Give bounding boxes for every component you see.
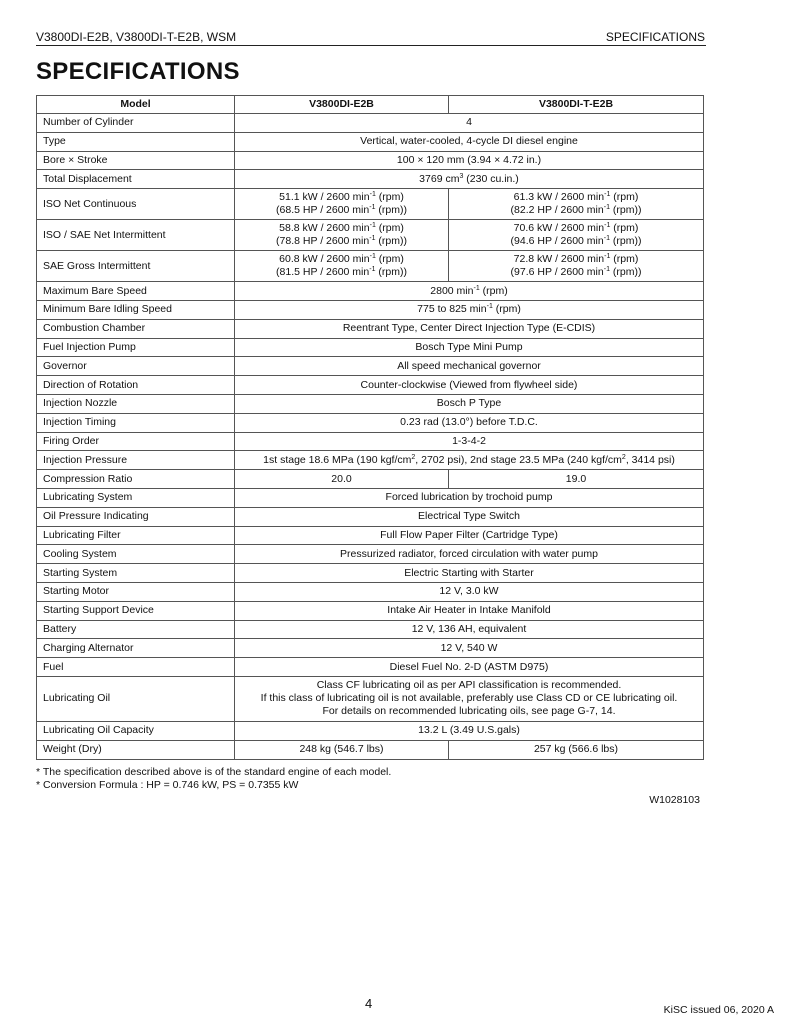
column-header-v3800di-t-e2b: V3800DI-T-E2B (449, 96, 704, 114)
row-label: Starting System (37, 564, 235, 583)
row-label: Charging Alternator (37, 639, 235, 658)
row-label: Compression Ratio (37, 470, 235, 489)
table-row (37, 507, 704, 526)
row-value: 12 V, 3.0 kW (235, 582, 704, 601)
row-value-t-e2b: 257 kg (566.6 lbs) (449, 740, 704, 759)
row-label: Weight (Dry) (37, 740, 235, 759)
table-row (37, 451, 704, 470)
footnotes (36, 766, 391, 792)
row-value: 775 to 825 $\min^{-1} (rpm)$ (235, 300, 704, 319)
table-row (37, 564, 704, 583)
row-value-e2b: 248 kg (546.7 lbs) (235, 740, 449, 759)
table-row (37, 620, 704, 639)
row-label: ISO Net Continuous (37, 189, 235, 220)
row-label: Fuel (37, 658, 235, 677)
column-header-model: Model (37, 96, 235, 114)
table-row (37, 189, 704, 220)
table-row (37, 220, 704, 251)
row-value: Pressurized radiator, forced circulation with water pump (235, 545, 704, 564)
table-row (37, 376, 704, 395)
table-row (37, 432, 704, 451)
row-value: Bosch P Type (235, 394, 704, 413)
table-row (37, 658, 704, 677)
table-row (37, 170, 704, 189)
row-label: Lubricating System (37, 488, 235, 507)
row-value: 4 (235, 114, 704, 133)
column-header-v3800di-e2b: V3800DI-E2B (235, 96, 449, 114)
row-value: All speed mechanical governor (235, 357, 704, 376)
row-value: Electric Starting with Starter (235, 564, 704, 583)
table-row (37, 413, 704, 432)
table-row (37, 601, 704, 620)
table-row (37, 740, 704, 759)
table-row (37, 338, 704, 357)
row-value: 2800 $\min^{-1} (rpm)$ (235, 282, 704, 301)
row-value: 100 × 120 mm (3.94 × 4.72 in.) (235, 151, 704, 170)
table-row (37, 251, 704, 282)
row-label: Oil Pressure Indicating (37, 507, 235, 526)
row-label: Minimum Bare Idling Speed (37, 300, 235, 319)
row-value: Reentrant Type, Center Direct Injection Type (E-CDIS) (235, 319, 704, 338)
row-value: 0.23 rad (13.0°) before T.D.C. (235, 413, 704, 432)
row-label: Type (37, 132, 235, 151)
row-label: Lubricating Oil Capacity (37, 721, 235, 740)
row-label: Total Displacement (37, 170, 235, 189)
footnote: * The specification described above is of the standard engine of each model. (36, 766, 392, 778)
table-row (37, 151, 704, 170)
table-row (37, 319, 704, 338)
header-section: SPECIFICATIONS (605, 30, 705, 44)
row-label: Starting Motor (37, 582, 235, 601)
footnote: * Conversion Formula : HP = 0.746 kW, PS = 0.7355 kW (36, 779, 299, 791)
row-value: Full Flow Paper Filter (Cartridge Type) (235, 526, 704, 545)
row-label: Governor (37, 357, 235, 376)
row-value: Diesel Fuel No. 2-D (ASTM D975) (235, 658, 704, 677)
row-value: 1-3-4-2 (235, 432, 704, 451)
page-number: 4 (365, 996, 373, 1011)
row-value-e2b: 51.1 kW / 2600 $\min^{-1} (rpm)$ (68.5 HP / 2600 $\min^{-1} (rpm)$) (235, 189, 449, 220)
row-value: Class CF lubricating oil as per API classification is recommended. If this class of lubricating oil is not available, preferably use Class CD or CE lubricating oil. For details on recommended lubricating oils, see page G-7, 14. (235, 676, 704, 721)
row-label: Lubricating Oil (37, 676, 235, 721)
table-row (37, 114, 704, 133)
row-value-e2b: 20.0 (235, 470, 449, 489)
row-value: 12 V, 136 AH, equivalent (235, 620, 704, 639)
header-models: V3800DI-E2B, V3800DI-T-E2B, WSM (36, 30, 237, 44)
page-title: SPECIFICATIONS (36, 58, 240, 85)
table-row (37, 357, 704, 376)
row-label: Fuel Injection Pump (37, 338, 235, 357)
table-row (37, 470, 704, 489)
table-row (37, 394, 704, 413)
row-value: 1st stage 18.6 MPa (190 kgf/$cm^2$, 2702 psi), 2nd stage 23.5 MPa (240 kgf/$cm^2$, 3414 psi) (235, 451, 704, 470)
row-label: Bore × Stroke (37, 151, 235, 170)
specifications-table (36, 95, 704, 760)
row-value: Electrical Type Switch (235, 507, 704, 526)
table-row (37, 526, 704, 545)
table-row (37, 282, 704, 301)
row-value-e2b: 60.8 kW / 2600 $\min^{-1} (rpm)$ (81.5 HP / 2600 $\min^{-1} (rpm)$) (235, 251, 449, 282)
row-value: 3769 $cm^3$ (230 cu.in.) (235, 170, 704, 189)
row-label: Maximum Bare Speed (37, 282, 235, 301)
reference-code: W1028103 (649, 794, 700, 806)
table-row (37, 488, 704, 507)
row-value: Bosch Type Mini Pump (235, 338, 704, 357)
row-label: SAE Gross Intermittent (37, 251, 235, 282)
row-value: 13.2 L (3.49 U.S.gals) (235, 721, 704, 740)
row-label: Direction of Rotation (37, 376, 235, 395)
row-value-t-e2b: 70.6 kW / 2600 $\min^{-1} (rpm)$ (94.6 HP / 2600 $\min^{-1} (rpm)$) (449, 220, 704, 251)
table-row (37, 545, 704, 564)
row-value-e2b: 58.8 kW / 2600 $\min^{-1} (rpm)$ (78.8 HP / 2600 $\min^{-1} (rpm)$) (235, 220, 449, 251)
row-label: Cooling System (37, 545, 235, 564)
row-label: Battery (37, 620, 235, 639)
row-label: Injection Timing (37, 413, 235, 432)
row-label: Combustion Chamber (37, 319, 235, 338)
table-row (37, 676, 704, 721)
row-value: Vertical, water-cooled, 4-cycle DI diesel engine (235, 132, 704, 151)
issue-info: KiSC issued 06, 2020 A (663, 1004, 774, 1016)
row-value: Counter-clockwise (Viewed from flywheel side) (235, 376, 704, 395)
table-row (37, 721, 704, 740)
row-value: 12 V, 540 W (235, 639, 704, 658)
table-row (37, 639, 704, 658)
table-row (37, 582, 704, 601)
table-row (37, 132, 704, 151)
row-value-t-e2b: 72.8 kW / 2600 $\min^{-1} (rpm)$ (97.6 HP / 2600 $\min^{-1} (rpm)$) (449, 251, 704, 282)
row-label: Injection Pressure (37, 451, 235, 470)
row-label: Lubricating Filter (37, 526, 235, 545)
row-label: Starting Support Device (37, 601, 235, 620)
row-value-t-e2b: 19.0 (449, 470, 704, 489)
row-value: Forced lubrication by trochoid pump (235, 488, 704, 507)
row-value-t-e2b: 61.3 kW / 2600 $\min^{-1} (rpm)$ (82.2 HP / 2600 $\min^{-1} (rpm)$) (449, 189, 704, 220)
row-label: Injection Nozzle (37, 394, 235, 413)
table-row (37, 300, 704, 319)
row-value: Intake Air Heater in Intake Manifold (235, 601, 704, 620)
header-divider (36, 45, 706, 46)
row-label: Firing Order (37, 432, 235, 451)
row-label: Number of Cylinder (37, 114, 235, 133)
row-label: ISO / SAE Net Intermittent (37, 220, 235, 251)
table-header-row (37, 96, 704, 114)
